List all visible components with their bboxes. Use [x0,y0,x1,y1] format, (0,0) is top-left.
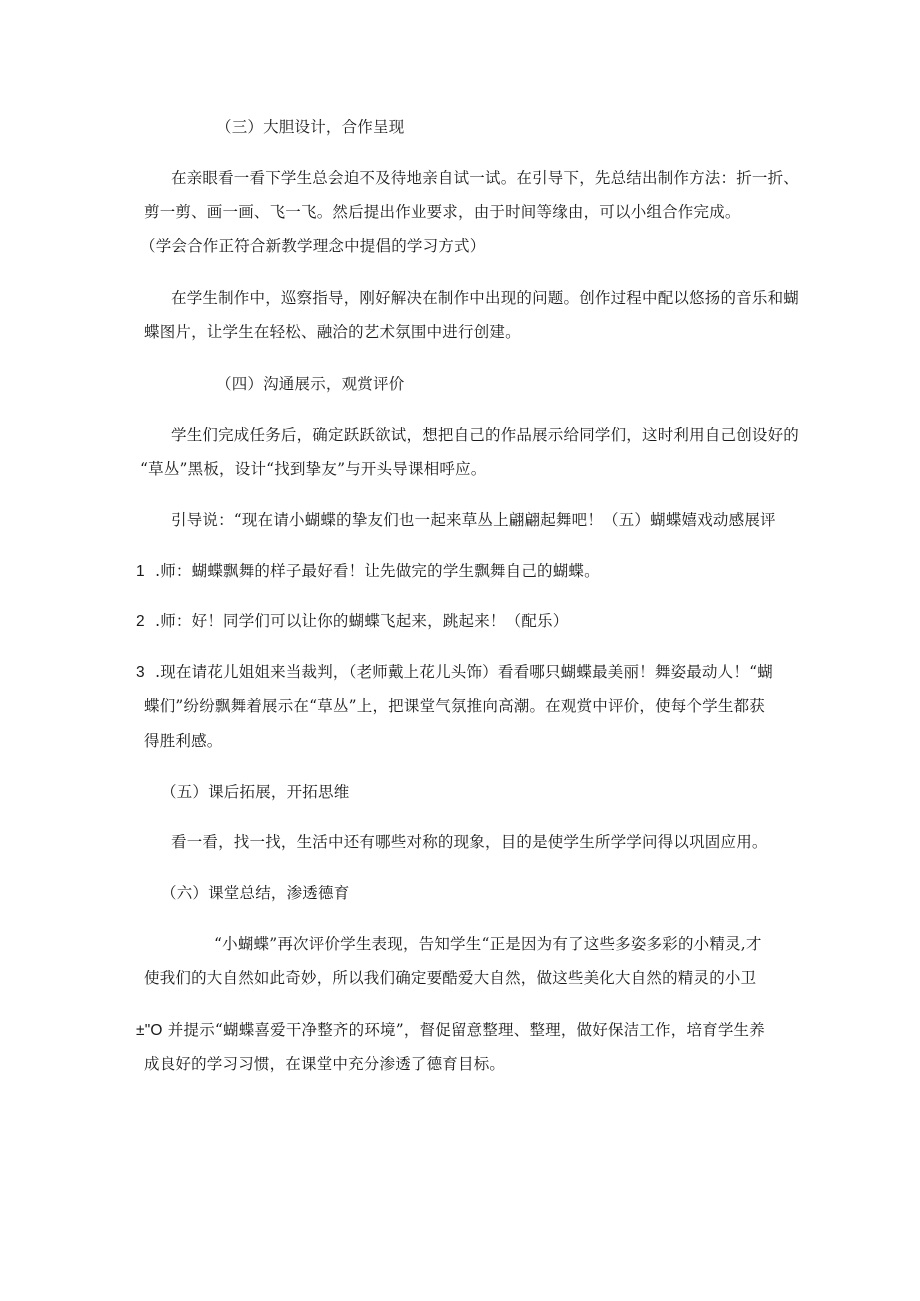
list-item-2 [136,611,568,632]
section3-heading: （三）大胆设计，合作呈现 [216,118,405,136]
section4-p1-line1: 学生们完成任务后，确定跃跃欲试，想把自己的作品展示给同学们，这时利用自己创设好的 [171,426,800,444]
list-item-1 [136,561,600,582]
section6-p1-line2: 使我们的大自然如此奇妙，所以我们确定要酷爱大自然，做这些美化大自然的精灵的小卫 [144,969,757,987]
section3-p1-line1: 在亲眼看一看下学生总会迫不及待地亲自试一试。在引导下，先总结出制作方法：折一折、 [171,169,800,187]
section6-p1-line1: “小蝴蝶”再次评价学生表现，告知学生“正是因为有了这些多姿多彩的小精灵,才 [214,935,762,953]
section3-p1-line2: 剪一剪、画一画、飞一飞。然后提出作业要求，由于时间等缘由，可以小组合作完成。 [144,203,741,221]
list-item-3 [136,662,773,683]
section3-p2-line2: 蝶图片，让学生在轻松、融洽的艺术氛围中进行创建。 [144,323,521,341]
section4-heading: （四）沟通展示，观赏评价 [216,375,405,393]
section6-p2-text: 并提示“蝴蝶喜爱干净整齐的环境”，督促留意整理、整理，做好保洁工作，培育学生养 [162,1021,765,1039]
section6-p2-line2: 成良好的学习习惯，在课堂中充分渗透了德育目标。 [144,1055,506,1073]
list-number: 1 [136,563,145,580]
garbled-prefix: ±"O [136,1022,163,1039]
section6-heading: （六）课堂总结，渗透德育 [161,884,350,902]
section4-p2: 引导说：“现在请小蝴蝶的挚友们也一起来草丛上翩翩起舞吧！（五）蝴蝶嬉戏动感展评 [171,511,776,529]
section5-p1: 看一看，找一找，生活中还有哪些对称的现象，目的是使学生所学学问得以巩固应用。 [171,833,768,851]
section6-p2-line1 [136,1020,765,1041]
list-text: .现在请花儿姐姐来当裁判，（老师戴上花儿头饰）看看哪只蝴蝶最美丽！舞姿最动人！“蝴 [155,663,773,681]
list-number: 3 [136,664,145,681]
list-text: .师：好！同学们可以让你的蝴蝶飞起来，跳起来！（配乐） [155,612,569,630]
section3-p2-line1: 在学生制作中，巡察指导，刚好解决在制作中出现的问题。创作过程中配以悠扬的音乐和蝴 [171,289,800,307]
list-text: .师：蝴蝶飘舞的样子最好看！让先做完的学生飘舞自己的蝴蝶。 [155,562,600,580]
list-number: 2 [136,613,145,630]
list-item-3-cont-line2: 得胜利感。 [144,732,223,750]
section5-heading: （五）课后拓展，开拓思维 [161,783,350,801]
section4-p1-line2: “草丛”黑板，设计“找到挚友”与开头导课相呼应。 [140,460,487,478]
list-item-3-cont-line1: 蝶们”纷纷飘舞着展示在“草丛”上，把课堂气氛推向高潮。在观赏中评价，使每个学生都获 [144,697,765,715]
section3-p1-line3: （学会合作正符合新教学理念中提倡的学习方式） [140,237,486,255]
